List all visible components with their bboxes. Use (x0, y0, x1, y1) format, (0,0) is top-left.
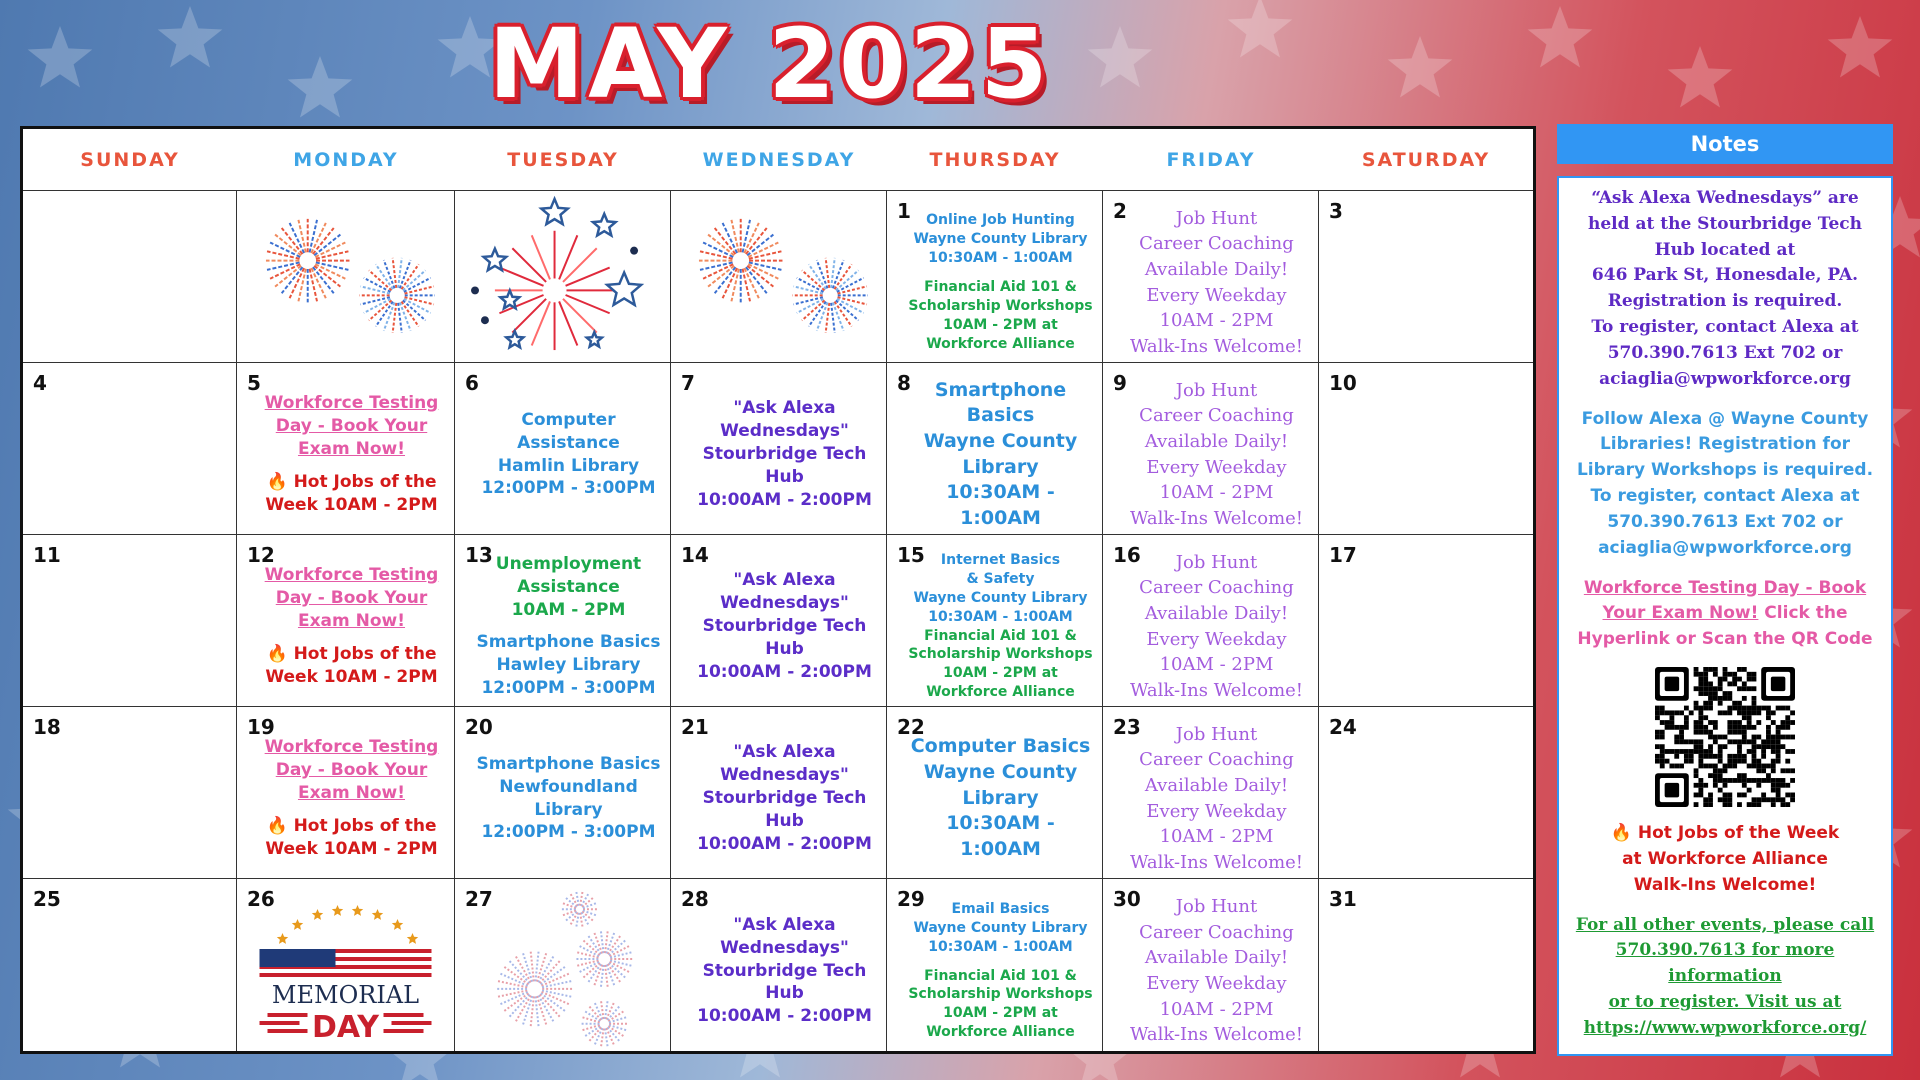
notes-header: Notes (1557, 124, 1893, 164)
event-line (265, 643, 437, 666)
weekday-header-wednesday: WEDNESDAY (671, 129, 887, 191)
day-number: 19 (247, 715, 275, 739)
event-line: Computer Basics (910, 735, 1091, 758)
event-line: 10AM - 2PM (1159, 826, 1274, 848)
note-line: Libraries! Registration for (1599, 434, 1851, 455)
note-line: at Workforce Alliance (1622, 848, 1828, 869)
event-line: Every Weekday (1146, 284, 1287, 306)
day-events (689, 897, 880, 1045)
calendar-event (913, 900, 1087, 957)
event-line: Email Basics (951, 900, 1050, 917)
event-line: 10:00AM - 2:00PM (697, 489, 872, 510)
event-line: Workforce Alliance (926, 1024, 1075, 1041)
calendar-event (481, 409, 655, 501)
event-line: Stourbridge Tech Hub (702, 788, 867, 831)
day-cell-28 (671, 879, 887, 1051)
testing-day-link[interactable] (265, 392, 439, 461)
event-line: Assistance (517, 432, 620, 453)
calendar-event (908, 627, 1092, 703)
calendar-event (913, 211, 1087, 268)
note-line: Hot Jobs of the Week (1637, 823, 1840, 844)
event-line: Hamlin Library (497, 455, 640, 476)
day-cell-17 (1319, 535, 1533, 707)
page-title: MAY 2025 (488, 8, 1052, 120)
day-cell-2 (1103, 191, 1319, 363)
note-line: “Ask Alexa Wednesdays” are (1591, 188, 1859, 208)
day-events (1121, 897, 1312, 1045)
day-cell-31 (1319, 879, 1533, 1051)
note-line: Library Workshops is required. (1576, 460, 1874, 481)
calendar-event (913, 551, 1087, 627)
note-line: Follow Alexa @ Wayne County (1581, 408, 1869, 429)
day-cell-23 (1103, 707, 1319, 879)
event-line: & Safety (966, 570, 1035, 587)
calendar-event (1130, 550, 1303, 703)
calendar-event (908, 278, 1092, 354)
day-cell-7 (671, 363, 887, 535)
event-line: Walk-Ins Welcome! (1129, 507, 1304, 529)
event-line: Day - Book Your (275, 760, 428, 781)
hot-jobs-event (265, 815, 437, 861)
note-line: held at the Stourbridge Tech (1588, 213, 1862, 234)
event-line: Unemployment (495, 554, 642, 574)
note-line: 570.390.7613 Ext 702 or (1607, 342, 1843, 363)
fire-icon: 🔥 (266, 643, 294, 664)
event-line: 12:00PM - 3:00PM (481, 822, 656, 843)
weekday-header-thursday: THURSDAY (887, 129, 1103, 191)
other-events-note[interactable] (1569, 913, 1881, 1042)
notes-panel (1557, 176, 1893, 1056)
day-cell-22 (887, 707, 1103, 879)
event-line: Career Coaching (1139, 233, 1294, 255)
day-number: 16 (1113, 543, 1141, 567)
day-number: 10 (1329, 371, 1357, 395)
day-number: 12 (247, 543, 275, 567)
event-line: Week 10AM - 2PM (265, 838, 438, 859)
day-cell-3 (1319, 191, 1533, 363)
day-cell-4 (23, 363, 237, 535)
event-line: Available Daily! (1144, 430, 1289, 452)
event-line: Walk-Ins Welcome! (1129, 679, 1304, 701)
calendar-event (1130, 378, 1303, 531)
event-line: Walk-Ins Welcome! (1129, 851, 1304, 873)
day-number: 22 (897, 715, 925, 739)
day-number: 1 (897, 199, 911, 223)
event-line: Walk-Ins Welcome! (1129, 335, 1304, 357)
event-line: Library (534, 799, 603, 820)
weekday-header-friday: FRIDAY (1103, 129, 1319, 191)
note-line: https://www.wpworkforce.org/ (1583, 1017, 1867, 1038)
event-line: Every Weekday (1146, 973, 1287, 994)
event-line: 10:30AM - 1:00AM (928, 608, 1073, 625)
day-cell-24 (1319, 707, 1533, 879)
day-cell-27 (455, 879, 671, 1051)
event-line: Stourbridge Tech Hub (702, 616, 867, 659)
event-line: Financial Aid 101 & (924, 967, 1077, 984)
background-star (1668, 46, 1733, 108)
note-line: For all other events, please call (1575, 914, 1875, 935)
event-line: Wayne County Library (913, 231, 1088, 248)
note-line: Registration is required. (1607, 291, 1843, 312)
background-star (1828, 16, 1893, 78)
day-number: 3 (1329, 199, 1343, 223)
event-line: Computer (521, 409, 616, 430)
day-cell-16 (1103, 535, 1319, 707)
event-line: "Ask Alexa (733, 398, 836, 419)
event-line: "Ask Alexa (733, 742, 836, 763)
note-line: or to register. Visit us at (1608, 992, 1842, 1013)
day-number: 25 (33, 887, 61, 911)
stars-fireworks-icon (455, 191, 670, 362)
note-line: 646 Park St, Honesdale, PA. (1591, 265, 1859, 286)
event-line: Workforce Testing (264, 737, 439, 758)
event-line: Wayne County Library (913, 919, 1088, 936)
empty-day-cell (23, 191, 237, 363)
event-line: Workforce Testing (264, 393, 439, 414)
day-events (1121, 553, 1312, 700)
day-cell-9 (1103, 363, 1319, 535)
event-line: Scholarship Workshops (908, 646, 1093, 663)
memorial-day-label: DAY (312, 1010, 379, 1045)
event-line: 10AM - 2PM (511, 599, 626, 620)
day-cell-21 (671, 707, 887, 879)
day-events (1121, 381, 1312, 528)
day-number: 28 (681, 887, 709, 911)
event-line: 12:00PM - 3:00PM (481, 478, 656, 499)
day-events (255, 553, 448, 700)
event-line (265, 471, 437, 494)
event-line: Job Hunt (1175, 207, 1258, 229)
day-cell-5 (237, 363, 455, 535)
event-line: 10AM - 2PM (1159, 998, 1274, 1020)
event-line: 10:30AM - 1:00AM (928, 250, 1073, 267)
event-line: Career Coaching (1139, 577, 1294, 599)
day-number: 9 (1113, 371, 1127, 395)
event-line: "Ask Alexa (733, 570, 836, 591)
day-cell-1 (887, 191, 1103, 363)
note-line: To register, contact Alexa at (1590, 486, 1860, 507)
event-line: Financial Aid 101 & (924, 627, 1077, 644)
empty-day-cell (671, 191, 887, 363)
event-line: Job Hunt (1175, 379, 1258, 401)
day-cell-10 (1319, 363, 1533, 535)
day-cell-15 (887, 535, 1103, 707)
event-line: 10AM - 2PM at (943, 665, 1058, 682)
event-line: 10AM - 2PM (1159, 310, 1274, 332)
day-number: 29 (897, 887, 925, 911)
calendar-event (1130, 206, 1303, 359)
fire-icon: 🔥 (1610, 823, 1638, 844)
event-line: Walk-Ins Welcome! (1129, 1024, 1304, 1046)
event-line: 10AM - 2PM at (943, 316, 1058, 333)
day-events (473, 381, 664, 528)
note-line: Walk-Ins Welcome! (1633, 874, 1817, 895)
event-line: Smartphone Basics (476, 632, 661, 653)
note-line: 570.390.7613 Ext 702 or (1607, 511, 1843, 532)
day-number: 21 (681, 715, 709, 739)
event-line: Wayne County (923, 429, 1078, 452)
calendar-event (689, 397, 880, 512)
event-line: Library (962, 786, 1039, 809)
day-cell-8 (887, 363, 1103, 535)
event-line-text: Hot Jobs of the (293, 815, 437, 836)
day-events (255, 381, 448, 528)
day-cell-29 (887, 879, 1103, 1051)
event-line: Available Daily! (1144, 947, 1289, 969)
event-line: 10AM - 2PM (1159, 654, 1274, 676)
event-line: Stourbridge Tech Hub (702, 960, 867, 1004)
note-line: aciaglia@wpworkforce.org (1599, 368, 1851, 389)
day-number: 6 (465, 371, 479, 395)
weekday-header-monday: MONDAY (237, 129, 455, 191)
day-number: 7 (681, 371, 695, 395)
empty-day-cell (455, 191, 671, 363)
event-line: Exam Now! (297, 611, 406, 632)
fireworks-icon (671, 191, 886, 362)
event-line: 10:00AM - 2:00PM (697, 833, 872, 854)
weekday-header-tuesday: TUESDAY (455, 129, 671, 191)
note-line: Hub located at (1654, 239, 1796, 260)
day-number: 15 (897, 543, 925, 567)
event-line: Wayne County (923, 761, 1078, 784)
day-cell-12 (237, 535, 455, 707)
event-line-text: Hot Jobs of the (293, 643, 437, 664)
note-line: To register, contact Alexa at (1591, 317, 1859, 338)
event-line: Career Coaching (1139, 921, 1294, 943)
day-events (905, 725, 1096, 872)
day-number: 30 (1113, 887, 1141, 911)
day-events (255, 725, 448, 872)
event-line: Scholarship Workshops (908, 986, 1093, 1003)
day-cell-13 (455, 535, 671, 707)
event-line: Financial Aid 101 & (924, 279, 1077, 296)
day-number: 8 (897, 371, 911, 395)
follow-alexa-note (1569, 407, 1881, 562)
calendar-event (1130, 722, 1303, 875)
event-line: Available Daily! (1144, 774, 1289, 796)
event-line: Wednesdays" (720, 937, 849, 958)
event-line: Internet Basics (940, 551, 1061, 568)
event-line: Stourbridge Tech Hub (702, 444, 867, 487)
event-line: 10:30AM - 1:00AM (946, 481, 1055, 529)
qr-code-icon[interactable] (1655, 667, 1795, 807)
day-events (1121, 725, 1312, 872)
event-line: Job Hunt (1175, 723, 1258, 745)
day-cell-19 (237, 707, 455, 879)
calendar-event (689, 569, 880, 684)
day-number: 2 (1113, 199, 1127, 223)
hot-jobs-event (265, 471, 437, 517)
event-line: Available Daily! (1144, 258, 1289, 280)
event-line (265, 815, 437, 838)
weekday-header-saturday: SATURDAY (1319, 129, 1533, 191)
event-line: Workforce Alliance (926, 335, 1075, 352)
event-line-text: Hot Jobs of the (293, 471, 437, 492)
event-line: Every Weekday (1146, 628, 1287, 650)
day-number: 27 (465, 887, 493, 911)
fireworks-icon (237, 191, 454, 362)
day-events (1121, 209, 1312, 356)
event-line: Every Weekday (1146, 800, 1287, 822)
day-number: 18 (33, 715, 61, 739)
event-line: 10AM - 2PM at (943, 1005, 1058, 1022)
calendar-event (496, 553, 641, 622)
event-line: "Ask Alexa (733, 914, 836, 935)
day-cell-25 (23, 879, 237, 1051)
day-number: 20 (465, 715, 493, 739)
fire-icon: 🔥 (266, 471, 294, 492)
day-cell-14 (671, 535, 887, 707)
calendar-event (908, 967, 1092, 1043)
day-number: 31 (1329, 887, 1357, 911)
fire-icon: 🔥 (266, 815, 294, 836)
calendar-event (905, 734, 1096, 862)
hot-jobs-event (265, 643, 437, 689)
day-cell-6 (455, 363, 671, 535)
event-line: Wayne County Library (913, 589, 1088, 606)
event-line: Smartphone Basics (476, 753, 661, 774)
event-line: Library (962, 455, 1039, 478)
day-cell-18 (23, 707, 237, 879)
testing-day-link[interactable] (265, 564, 439, 633)
day-number: 5 (247, 371, 261, 395)
empty-day-cell (237, 191, 455, 363)
testing-day-link[interactable] (265, 736, 439, 805)
day-events (905, 209, 1096, 356)
event-line: 10:30AM - 1:00AM (928, 938, 1073, 955)
event-line: Every Weekday (1146, 456, 1287, 478)
event-line: Career Coaching (1139, 405, 1294, 427)
hot-jobs-note (1569, 821, 1881, 898)
testing-day-link[interactable]: Workforce Testing Day - Book Your Exam Now! (1583, 577, 1867, 624)
event-line: Day - Book Your (275, 588, 428, 609)
event-line: 10:00AM - 2:00PM (697, 661, 872, 682)
day-cell-11 (23, 535, 237, 707)
calendar-grid (20, 126, 1536, 1054)
event-line: Smartphone Basics (934, 378, 1067, 427)
day-cell-20 (455, 707, 671, 879)
day-events (905, 897, 1096, 1045)
event-line: 12:00PM - 3:00PM (481, 678, 656, 699)
testing-day-note (1569, 576, 1881, 653)
day-number: 11 (33, 543, 61, 567)
day-number: 26 (247, 887, 275, 911)
event-line: Day - Book Your (275, 416, 428, 437)
memorial-day-label: MEMORIAL (271, 981, 420, 1009)
event-line: Career Coaching (1139, 749, 1294, 771)
event-line: Wednesdays" (720, 765, 849, 786)
event-line: Workforce Alliance (926, 684, 1075, 701)
day-events (473, 725, 664, 872)
event-line: Workforce Testing (264, 565, 439, 586)
event-line: Newfoundland (499, 776, 638, 797)
day-cell-30 (1103, 879, 1319, 1051)
day-number: 23 (1113, 715, 1141, 739)
event-line: Week 10AM - 2PM (265, 494, 438, 515)
calendar-event (689, 741, 880, 856)
event-line: Week 10AM - 2PM (265, 666, 438, 687)
day-number: 17 (1329, 543, 1357, 567)
event-line: Scholarship Workshops (908, 297, 1093, 314)
event-line: 10:00AM - 2:00PM (697, 1006, 872, 1027)
alexa-wednesdays-note (1569, 186, 1881, 393)
event-line: Exam Now! (297, 783, 406, 804)
day-number: 14 (681, 543, 709, 567)
event-line: Job Hunt (1175, 551, 1258, 573)
event-line: 10AM - 2PM (1159, 482, 1274, 504)
calendar-event (476, 631, 660, 700)
event-line: Exam Now! (297, 439, 406, 460)
day-events (689, 725, 880, 872)
day-cell-26 (237, 879, 455, 1051)
day-events (689, 553, 880, 700)
day-events (689, 381, 880, 528)
note-line: aciaglia@wpworkforce.org (1598, 537, 1852, 558)
day-events (905, 553, 1096, 700)
note-line: 570.390.7613 for more information (1615, 940, 1835, 987)
event-line: Available Daily! (1144, 602, 1289, 624)
calendar-event (1130, 894, 1303, 1047)
calendar-event (689, 914, 880, 1029)
weekday-header-sunday: SUNDAY (23, 129, 237, 191)
event-line: Hawley Library (496, 655, 641, 676)
calendar-event (905, 378, 1096, 532)
day-number: 24 (1329, 715, 1357, 739)
event-line: Job Hunt (1175, 896, 1258, 918)
day-number: 4 (33, 371, 47, 395)
event-line: Assistance (517, 576, 620, 597)
event-line: Wednesdays" (720, 421, 849, 442)
day-number: 13 (465, 543, 493, 567)
event-line: Online Job Hunting (926, 212, 1075, 229)
day-events (905, 378, 1096, 529)
calendar-event (476, 753, 660, 845)
day-events (473, 553, 664, 700)
testing-day-instructions: Click the Hyperlink or Scan the QR Code (1577, 603, 1873, 650)
event-line: Wednesdays" (720, 593, 849, 614)
event-line: 10:30AM - 1:00AM (946, 812, 1055, 860)
